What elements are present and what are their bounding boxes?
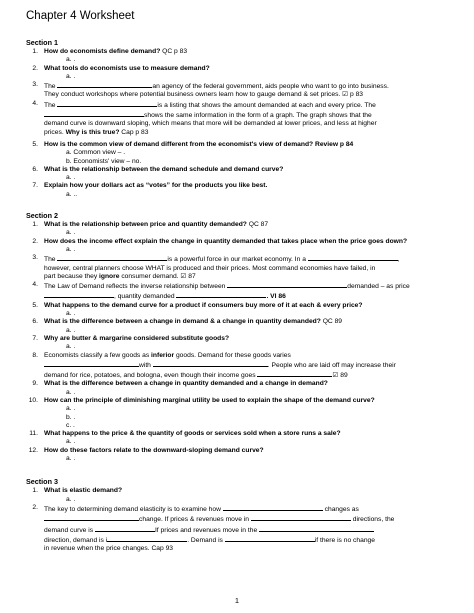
s1-answer-1a: a. . xyxy=(66,56,76,64)
s3-question-2: 2. The key to determining demand elasticity is to examine how changes as change. If prices & revenues move in directions, the demand curve is If prices and revenues move in the direction, demand is i . Demand is if there is no change in revenue when the price changes. Cap 93 xyxy=(32,503,395,553)
blank xyxy=(257,370,332,377)
blank xyxy=(44,110,144,117)
s1-question-2: 2. What tools do economists use to measure demand? xyxy=(32,64,210,72)
s2-question-5: 5. What happens to the demand curve for a product if consumers buy more of it at each & every price? xyxy=(32,301,363,309)
blank xyxy=(57,81,152,88)
blank xyxy=(44,514,139,521)
s3-answer-1a: a. . xyxy=(66,495,76,503)
s2-answer-10b: b. . xyxy=(66,413,76,421)
blank xyxy=(225,535,315,542)
blank xyxy=(107,535,187,542)
page-number: 1 xyxy=(234,596,240,605)
s2-question-4: 4. The Law of Demand reflects the inverse relationship between demanded – as price , quantity demanded . VI 86 xyxy=(32,281,410,301)
blank xyxy=(223,504,323,511)
s1-answer-5b: b. Economists' view – no. xyxy=(66,157,142,165)
s3-question-1: 1. What is elastic demand? xyxy=(32,487,123,495)
s1-question-3: 3. The an agency of the federal government, aids people who want to go into business. They conduct workshops where potential business owners learn how to gauge demand & set prices. ☑ p 83 xyxy=(32,81,389,99)
s2-answer-11a: a. . xyxy=(66,438,76,446)
blank xyxy=(251,514,351,521)
blank xyxy=(259,525,374,532)
s2-answer-6a: a. . xyxy=(66,326,76,334)
s2-answer-12a: a. . xyxy=(66,455,76,463)
s2-question-11: 11. What happens to the price & the quantity of goods or services sold when a store runs a sale? xyxy=(29,430,341,438)
s2-question-1: 1. What is the relationship between price and quantity demanded? QC 87 xyxy=(32,221,269,229)
s2-question-12: 12. How do these factors relate to the downward-sloping demand curve? xyxy=(28,446,264,454)
section-3-heading: Section 3 xyxy=(26,477,58,487)
s2-answer-5a: a. . xyxy=(66,310,76,318)
s2-question-10: 10. How can the principle of diminishing marginal utility be used to explain the shape of the demand curve? xyxy=(28,396,375,404)
s1-question-4: 4. The is a listing that shows the amount demanded at each and every price. The shows the same information in the form of a graph. The graph shows that the demand curve is downward sloping, which means that more will be demanded at lower prices, and less at higher prices. Why is this true? Cap p 83 xyxy=(32,99,377,136)
s1-question-7: 7. Explain how your dollars act as “votes” for the products you like best. xyxy=(32,182,268,190)
s2-answer-7a: a. . xyxy=(66,343,76,351)
blank xyxy=(308,254,398,261)
s1-question-1: 1. How do economists define demand? QC p 83 xyxy=(32,48,188,55)
s2-question-3: 3. The is a powerful force in our market economy. In a , however, central planners choose WHAT is produced and their prices. Most command economies have failed, in part because they ignore consumer demand. ☑ 87 xyxy=(32,254,400,280)
blank xyxy=(95,525,155,532)
blank xyxy=(153,360,268,367)
s1-question-5: 5. How is the common view of demand different from the economist's view of demand? Review p 84 xyxy=(32,140,354,148)
blank xyxy=(44,360,139,367)
page-title: Chapter 4 Worksheet xyxy=(26,10,135,22)
section-2-heading: Section 2 xyxy=(26,211,58,221)
s2-question-2: 2. How does the income effect explain the change in quantity demanded that takes place when the price goes down? xyxy=(32,237,408,245)
s2-answer-2a: a. . xyxy=(66,245,76,253)
s2-question-9: 9. What is the difference between a change in quantity demanded and a change in demand? xyxy=(32,380,328,388)
section-1-heading: Section 1 xyxy=(26,38,58,47)
blank xyxy=(176,291,266,298)
s1-question-6: 6. What is the relationship between the demand schedule and demand curve? xyxy=(32,165,284,173)
s2-answer-9a: a. . xyxy=(66,388,76,396)
s1-answer-2a: a. . xyxy=(66,72,76,80)
blank xyxy=(227,281,347,288)
s2-answer-10c: c. . xyxy=(66,421,75,429)
s2-question-6: 6. What is the difference between a change in demand & a change in quantity demanded? QC 89 xyxy=(32,318,343,326)
blank xyxy=(57,100,157,107)
s1-answer-5a: a. Common view – . xyxy=(66,149,126,157)
s1-answer-6a: a. . xyxy=(66,174,76,182)
s2-question-7: 7. Why are butter & margarine considered substitute goods? xyxy=(32,334,230,342)
blank xyxy=(44,291,114,298)
s2-question-8: 8. Economists classify a few goods as inferior goods. Demand for these goods varies with . People who are laid off may increase their demand for rice, potatoes, and bologna, even though their income goes ☑ 89 xyxy=(32,351,396,380)
s2-answer-10a: a. . xyxy=(66,405,76,413)
s2-answer-1a: a. . xyxy=(66,229,76,237)
s1-answer-7a: a. .. xyxy=(66,190,78,198)
blank xyxy=(57,254,167,261)
